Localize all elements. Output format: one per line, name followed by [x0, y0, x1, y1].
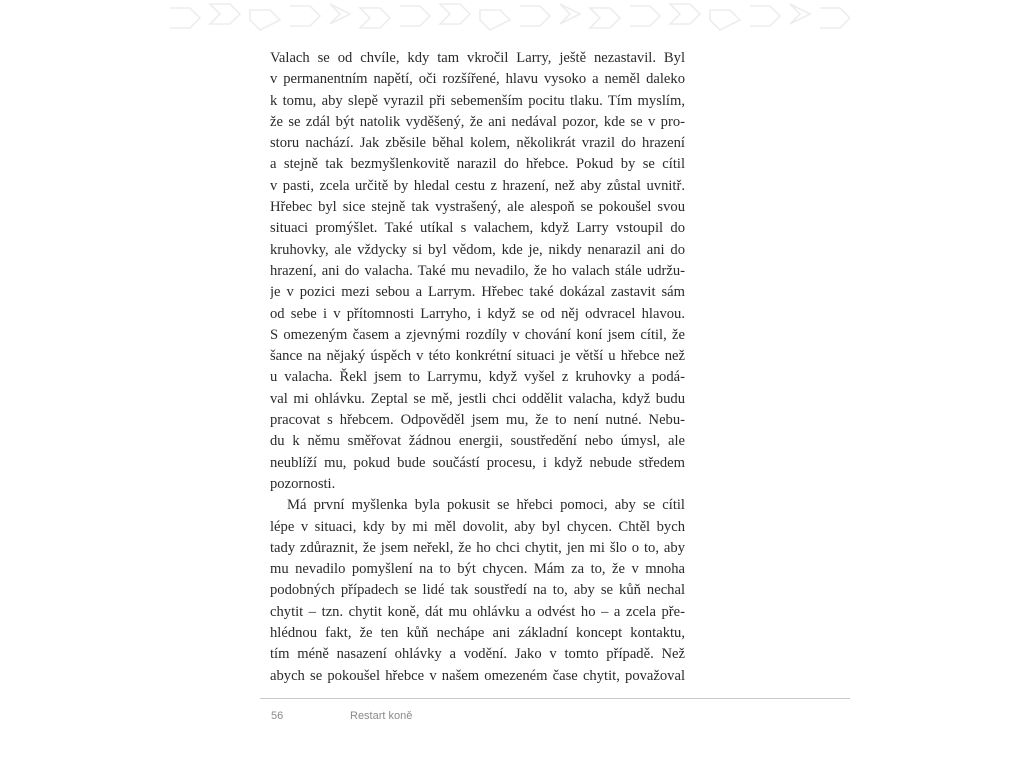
- text-line: Hřebec byl sice stejně tak vystrašený, ale alespoň se pokoušel svou: [270, 199, 685, 216]
- text-line: kruhovky, ale vždycky si byl vědom, kde je, nikdy nenarazil ani do: [270, 241, 685, 258]
- text-line: šance na nějaký úspěch v této konkrétní situaci je větší u hřebce než: [270, 348, 685, 365]
- text-line: situaci promýšlet. Také utíkal s valachem, když Larry vstoupil do: [270, 220, 685, 237]
- text-line: k tomu, aby slepě vyrazil při sebemenším pocitu tlaku. Tím myslím,: [270, 92, 685, 109]
- text-line: u valacha. Řekl jsem to Larrymu, když vyšel z kruhovky a podá-: [270, 369, 685, 386]
- running-footer-title: Restart koně: [350, 710, 413, 722]
- text-line: hrazení, ani do valacha. Také mu nevadilo, že ho valach stále udržu-: [270, 262, 685, 279]
- page-number: 56: [271, 710, 284, 722]
- text-line: podobných případech se lidé tak soustředí na to, aby se kůň nechal: [270, 582, 685, 599]
- decorative-header-pattern: [170, 0, 850, 36]
- text-line: chytit – tzn. chytit koně, dát mu ohlávku a odvést ho – a zcela pře-: [270, 603, 685, 620]
- text-line: Má první myšlenka byla pokusit se hřebci pomoci, aby se cítil: [287, 497, 685, 514]
- text-line: pozornosti.: [270, 475, 336, 492]
- text-line: Valach se od chvíle, kdy tam vkročil Larry, ještě nezastavil. Byl: [270, 50, 685, 66]
- text-line: pracovat s hřebcem. Odpověděl jsem mu, že to není nutné. Nebu-: [270, 412, 685, 429]
- text-line: tady zdůraznit, že jsem neřekl, že ho chci chytit, jen mi šlo o to, aby: [270, 539, 685, 556]
- text-line: du k němu směřovat žádnou energii, soustředění nebo úmysl, ale: [270, 433, 685, 450]
- text-line: storu nachází. Jak zběsile běhal kolem, několikrát vrazil do hrazení: [270, 135, 685, 152]
- text-line: a stejně tak bezmyšlenkovitě narazil do hřebce. Pokud by se cítil: [270, 156, 685, 173]
- text-line: v permanentním napětí, oči rozšířené, hlavu vysoko a neměl daleko: [270, 71, 685, 88]
- text-line: tím méně nasazení ohlávky a vodění. Jako v tomto případě. Než: [270, 646, 685, 663]
- text-line: že se zdál být natolik vyděšený, že ani nedával pozor, kde se v pro-: [270, 113, 685, 130]
- text-line: val mi ohlávku. Zeptal se mě, jestli chci oddělit valacha, když budu: [270, 390, 685, 407]
- text-line: od sebe i v přítomnosti Larryho, i když se od něj odvracel hlavou.: [270, 305, 685, 322]
- text-line: neublíží mu, pokud bude součástí procesu, i když nebude středem: [270, 454, 685, 471]
- text-line: S omezeným časem a zjevnými rozdíly v chování koní jsem cítil, že: [270, 326, 685, 343]
- body-text: [270, 48, 685, 687]
- text-line: lépe v situaci, kdy by mi měl dovolit, aby byl chycen. Chtěl bych: [270, 518, 685, 535]
- text-line: mu nevadilo pomyšlení na to být chycen. Mám za to, že v mnoha: [270, 561, 685, 578]
- text-line: abych se pokoušel hřebce v našem omezeném čase chytit, považoval: [270, 667, 685, 684]
- text-line: hlédnou fakt, že ten kůň nechápe ani základní koncept kontaktu,: [270, 625, 685, 642]
- footer-divider: [260, 698, 850, 699]
- text-line: je v pozici mezi sebou a Larrym. Hřebec také dokázal zastavit sám: [270, 284, 685, 301]
- text-line: v pasti, zcela určitě by hledal cestu z hrazení, než aby zůstal uvnitř.: [270, 177, 685, 194]
